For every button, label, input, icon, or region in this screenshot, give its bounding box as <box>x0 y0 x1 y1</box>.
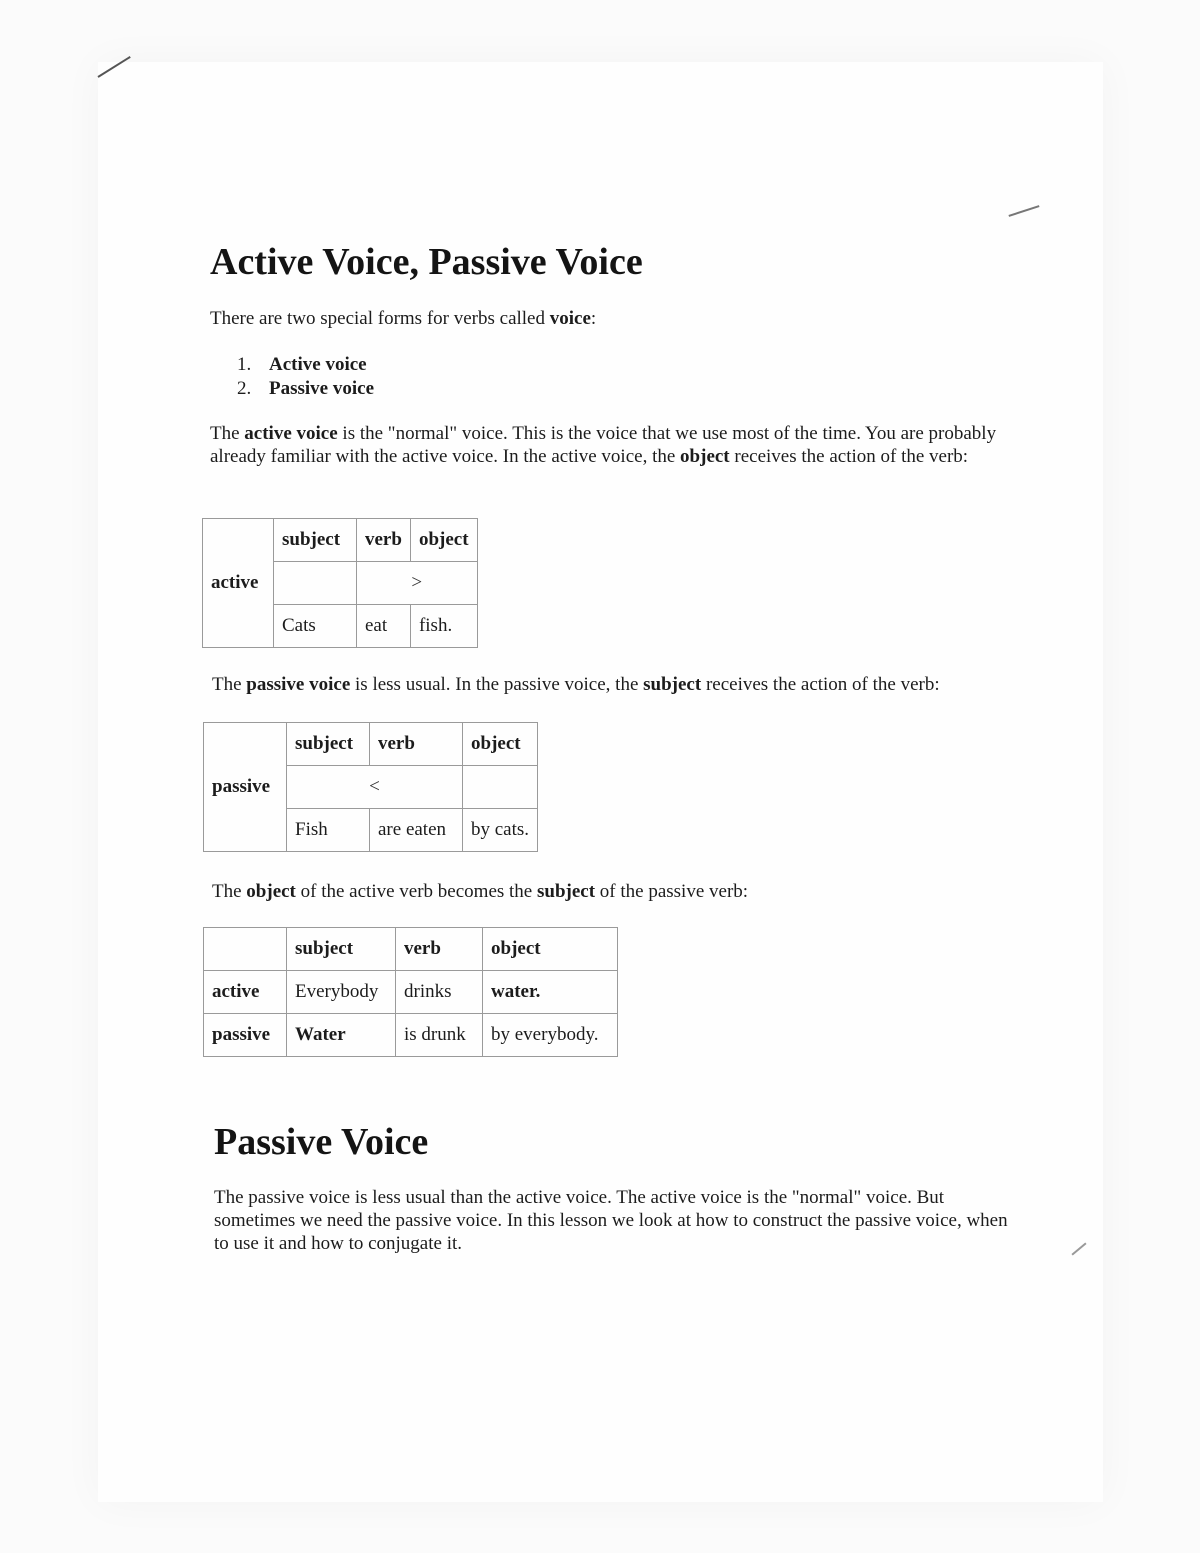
table-cell: are eaten <box>370 809 463 852</box>
bold-term: passive voice <box>246 674 351 695</box>
table-cell <box>463 766 538 809</box>
text-run: The <box>210 423 245 444</box>
table-cell: is drunk <box>396 1014 483 1057</box>
table-cell <box>274 562 357 605</box>
object-becomes-subject-paragraph <box>212 880 1032 903</box>
table-row <box>204 723 538 766</box>
text-run: receives the action of the verb: <box>729 446 969 467</box>
table-cell: drinks <box>396 971 483 1014</box>
text-run: is the "normal" voice. This is the voice that we use most of the time. You are probably already familiar with the active voice. In the active voice, the <box>210 423 997 467</box>
intro-text: There are two special forms for verbs called <box>210 308 550 329</box>
table-cell: Cats <box>274 605 357 648</box>
text-run: of the passive verb: <box>595 881 749 902</box>
table-cell: by cats. <box>463 809 538 852</box>
intro-punctuation: : <box>590 308 597 329</box>
passive-voice-paragraph <box>212 673 1032 696</box>
voice-list <box>237 353 374 401</box>
active-passive-comparison-table <box>203 927 618 1057</box>
action-arrow: < <box>287 766 463 809</box>
header-cell: subject <box>287 928 396 971</box>
row-label: active <box>204 971 287 1014</box>
section-title: Passive Voice <box>214 1121 429 1163</box>
passive-voice-table <box>203 722 538 852</box>
page-title: Active Voice, Passive Voice <box>210 241 643 283</box>
table-cell: water. <box>483 971 618 1014</box>
list-label: Active voice <box>269 354 367 375</box>
table-cell: Fish <box>287 809 370 852</box>
header-cell: verb <box>396 928 483 971</box>
header-cell: object <box>483 928 618 971</box>
list-number: 2. <box>237 378 252 399</box>
table-cell: by everybody. <box>483 1014 618 1057</box>
passive-voice-intro-paragraph: The passive voice is less usual than the active voice. The active voice is the "normal" voice. But sometimes we need the passive voice. In this lesson we look at how to construct the passive voice, when to use it and how to conjugate it. <box>214 1187 1008 1254</box>
action-arrow: > <box>357 562 478 605</box>
table-cell: fish. <box>410 605 477 648</box>
header-cell: object <box>410 519 477 562</box>
text-run: receives the action of the verb: <box>701 674 940 695</box>
list-item <box>237 353 374 377</box>
text-run: The <box>212 674 247 695</box>
table-row <box>204 1014 618 1057</box>
row-label: active <box>203 519 274 648</box>
table-row <box>203 519 478 562</box>
header-cell: subject <box>274 519 357 562</box>
header-cell: object <box>463 723 538 766</box>
list-number: 1. <box>237 354 252 375</box>
text-run: of the active verb becomes the <box>295 881 537 902</box>
intro-paragraph <box>210 307 1010 330</box>
active-voice-paragraph <box>210 422 1010 468</box>
text-run: is less usual. In the passive voice, the <box>350 674 644 695</box>
header-cell: verb <box>370 723 463 766</box>
table-cell: Water <box>287 1014 396 1057</box>
header-cell: verb <box>357 519 411 562</box>
active-voice-table <box>202 518 478 648</box>
table-row <box>204 971 618 1014</box>
table-cell <box>204 928 287 971</box>
bold-term: object <box>680 446 730 467</box>
bold-term: object <box>246 881 296 902</box>
list-item <box>237 377 374 401</box>
intro-bold-term: voice <box>549 308 591 329</box>
table-row <box>204 928 618 971</box>
table-cell: eat <box>357 605 411 648</box>
table-cell: Everybody <box>287 971 396 1014</box>
list-label: Passive voice <box>269 378 375 399</box>
text-run: The <box>212 881 247 902</box>
header-cell: subject <box>287 723 370 766</box>
bold-term: active voice <box>244 423 338 444</box>
row-label: passive <box>204 1014 287 1057</box>
bold-term: subject <box>536 881 596 902</box>
bold-term: subject <box>643 674 702 695</box>
row-label: passive <box>204 723 287 852</box>
